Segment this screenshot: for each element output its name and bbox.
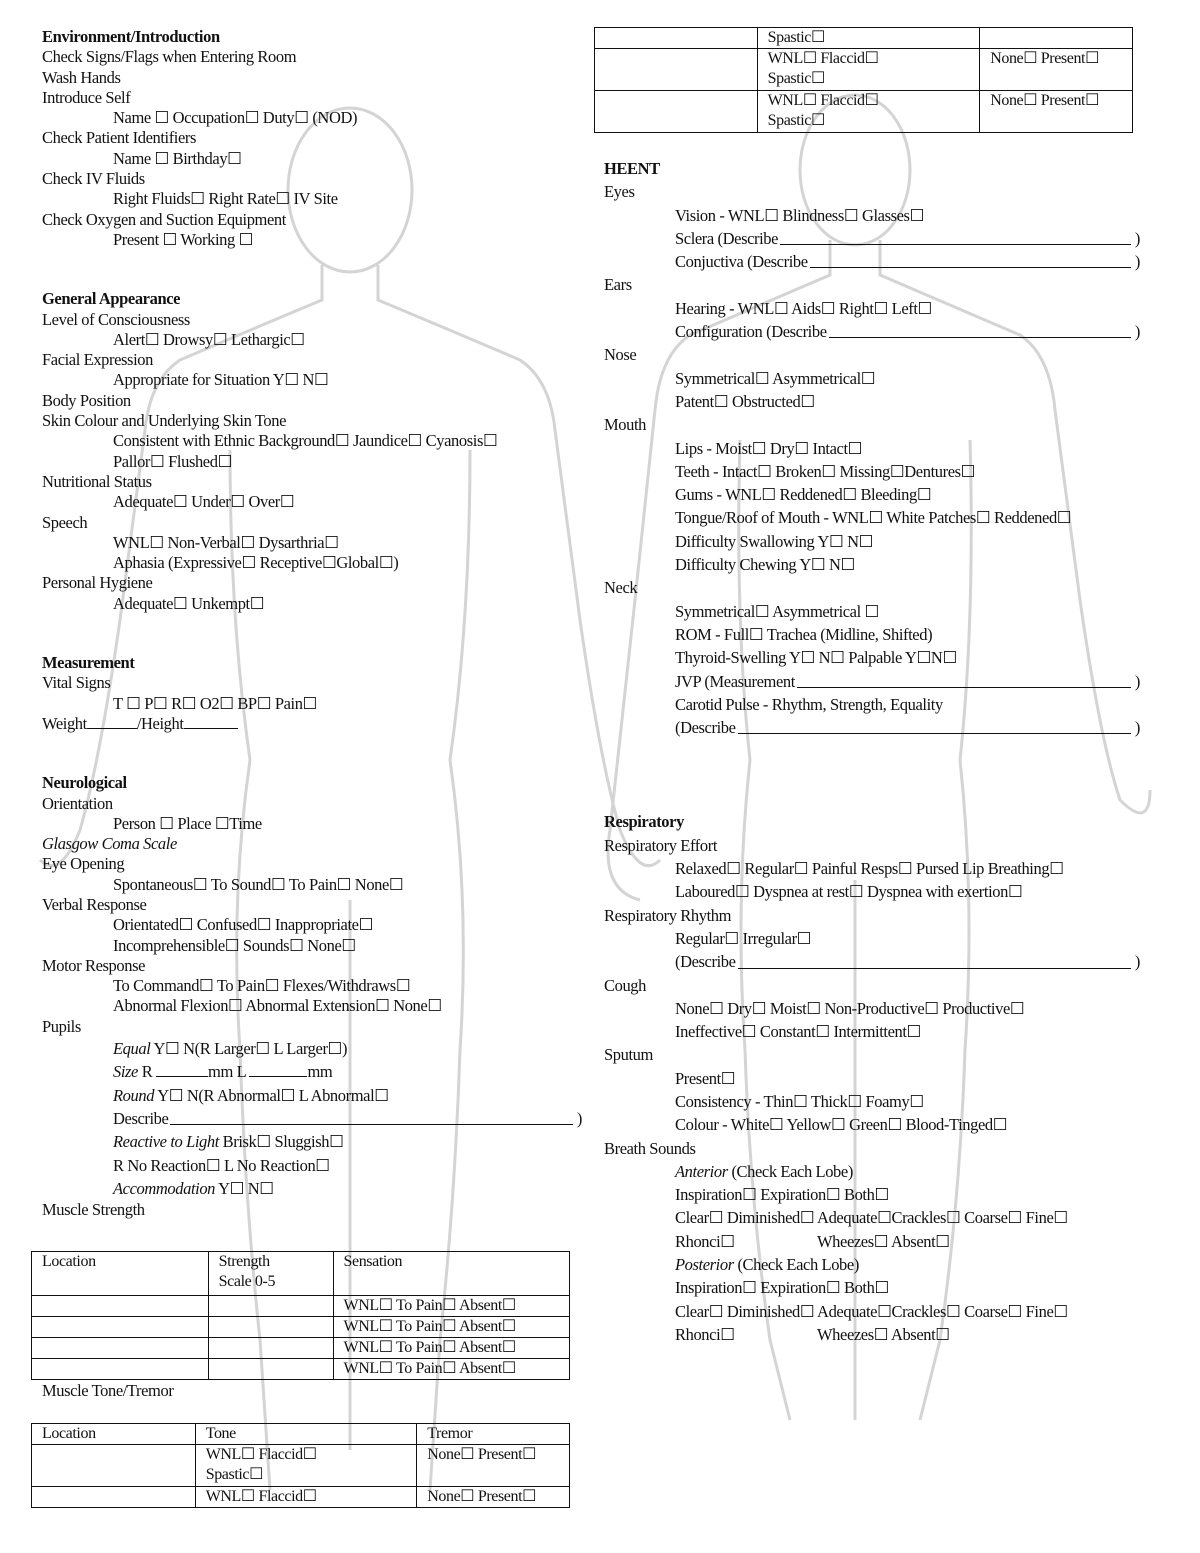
location-cell[interactable] <box>32 1445 196 1487</box>
pupils-label: Pupils <box>42 1016 81 1036</box>
col-strength-l2: Scale 0-5 <box>218 1273 276 1290</box>
env-line: Check Signs/Flags when Entering Room <box>42 47 297 67</box>
tone-options[interactable]: WNL☐ Flaccid☐ <box>767 50 879 67</box>
neurological-heading: Neurological <box>42 773 127 793</box>
conjuctiva-label: Conjuctiva (Describe <box>675 252 808 272</box>
ga-checkbox-line[interactable]: Adequate☐ Under☐ Over☐ <box>113 492 295 512</box>
breath-checkboxes[interactable]: Clear☐ Diminished☐ Adequate☐Crackles☐ Coarse☐ Fine☐ <box>675 1301 1068 1321</box>
table-row <box>32 1487 570 1508</box>
size-r: R <box>137 1062 157 1082</box>
size-label: Size <box>113 1062 138 1082</box>
env-checkbox-line[interactable]: Present ☐ Working ☐ <box>113 229 253 249</box>
sputum-label: Sputum <box>604 1045 653 1065</box>
general-appearance-heading: General Appearance <box>42 289 181 309</box>
describe-close: ) <box>576 1108 582 1128</box>
rhonci-option[interactable]: Rhonci☐ <box>675 1324 735 1344</box>
close-paren: ) <box>1134 671 1140 691</box>
wheezes-options[interactable]: Wheezes☐ Absent☐ <box>817 1324 950 1344</box>
neck-checkboxes[interactable]: ROM - Full☐ Trachea (Midline, Shifted) <box>675 624 933 644</box>
tremor-cell[interactable] <box>980 28 1133 49</box>
vital-signs-label: Vital Signs <box>42 673 111 693</box>
vision-checkboxes[interactable]: Vision - WNL☐ Blindness☐ Glasses☐ <box>675 205 924 225</box>
tone-options[interactable]: WNL☐ Flaccid☐ <box>205 1446 317 1463</box>
tone-cell[interactable] <box>195 1445 417 1487</box>
sclera-field[interactable] <box>780 227 1131 245</box>
ga-line: Level of Consciousness <box>42 309 190 329</box>
ga-checkbox-line[interactable]: Alert☐ Drowsy☐ Lethargic☐ <box>113 329 305 349</box>
sensation-cell[interactable]: WNL☐ To Pain☐ Absent☐ <box>333 1359 570 1380</box>
size-mm-l: mm L <box>208 1062 250 1082</box>
jvp-field[interactable] <box>797 670 1131 688</box>
resp-rhythm-label: Respiratory Rhythm <box>604 905 732 925</box>
mouth-checkboxes[interactable]: Difficulty Chewing Y☐ N☐ <box>675 555 855 575</box>
resp-checkboxes[interactable]: Regular☐ Irregular☐ <box>675 928 812 948</box>
muscle-strength-table <box>31 1251 570 1380</box>
weight-label: Weight <box>42 713 87 733</box>
breath-checkboxes[interactable]: Inspiration☐ Expiration☐ Both☐ <box>675 1278 889 1298</box>
table-row <box>32 1359 570 1380</box>
pupils-noreaction-line[interactable]: R No Reaction☐ L No Reaction☐ <box>113 1155 330 1175</box>
resp-checkboxes[interactable]: Laboured☐ Dyspnea at rest☐ Dyspnea with exertion☐ <box>675 882 1023 902</box>
col-strength-l1: Strength <box>218 1253 270 1270</box>
rhythm-describe-line[interactable] <box>604 950 1140 973</box>
breath-sounds-label: Breath Sounds <box>604 1138 696 1158</box>
rhonci-option[interactable]: Rhonci☐ <box>675 1231 735 1251</box>
neuro-checkbox-line[interactable]: Person ☐ Place ☐Time <box>113 813 262 833</box>
sclera-line[interactable] <box>604 227 1140 250</box>
ga-line: Speech <box>42 512 88 532</box>
muscle-strength-label: Muscle Strength <box>42 1200 145 1220</box>
jvp-line[interactable] <box>604 670 1140 693</box>
close-paren: ) <box>1134 228 1140 248</box>
pupils-equal-line[interactable] <box>42 1037 582 1060</box>
mouth-checkboxes[interactable]: Gums - WNL☐ Reddened☐ Bleeding☐ <box>675 485 932 505</box>
mouth-checkboxes[interactable]: Tongue/Roof of Mouth - WNL☐ White Patches☐ Reddened☐ <box>675 508 1072 528</box>
jvp-label: JVP (Measurement <box>675 671 795 691</box>
env-line: Check IV Fluids <box>42 169 145 189</box>
respiratory-heading: Respiratory <box>604 812 684 832</box>
location-cell[interactable] <box>595 28 758 49</box>
ga-line: Body Position <box>42 390 131 410</box>
breath-checkboxes[interactable]: Inspiration☐ Expiration☐ Both☐ <box>675 1185 889 1205</box>
measurement-heading: Measurement <box>42 653 135 673</box>
env-checkbox-line[interactable]: Right Fluids☐ Right Rate☐ IV Site <box>113 189 338 209</box>
close-paren: ) <box>1134 322 1140 342</box>
col-location: Location <box>32 1424 196 1445</box>
nose-checkboxes[interactable]: Symmetrical☐ Asymmetrical☐ <box>675 368 876 388</box>
close-paren: ) <box>1134 952 1140 972</box>
eyes-label: Eyes <box>604 182 635 202</box>
hearing-checkboxes[interactable]: Hearing - WNL☐ Aids☐ Right☐ Left☐ <box>675 298 932 318</box>
mouth-label: Mouth <box>604 415 647 435</box>
pupils-reactive-line[interactable] <box>42 1130 582 1153</box>
tremor-cell[interactable]: None☐ Present☐ <box>417 1487 570 1508</box>
neuro-checkbox-line[interactable]: Orientated☐ Confused☐ Inappropriate☐ <box>113 915 373 935</box>
configuration-label: Configuration (Describe <box>675 322 827 342</box>
height-field[interactable] <box>184 714 238 729</box>
breath-checkboxes[interactable] <box>604 1323 1140 1346</box>
col-tone: Tone <box>195 1424 417 1445</box>
cough-label: Cough <box>604 975 647 995</box>
env-line: Check Patient Identifiers <box>42 128 197 148</box>
breath-checkboxes[interactable] <box>604 1230 1140 1253</box>
weight-field[interactable] <box>87 714 137 729</box>
tremor-cell[interactable]: None☐ Present☐ <box>417 1445 570 1487</box>
table-header-row <box>32 1252 570 1296</box>
ears-label: Ears <box>604 275 632 295</box>
equal-label: Equal <box>113 1039 151 1059</box>
check-lobe-note: (Check Each Lobe) <box>733 1255 859 1275</box>
tone-cell[interactable]: Spastic☐ <box>757 28 980 49</box>
table-header-row <box>32 1424 570 1445</box>
breath-checkboxes[interactable]: Clear☐ Diminished☐ Adequate☐Crackles☐ Coarse☐ Fine☐ <box>675 1208 1068 1228</box>
env-line: Wash Hands <box>42 67 121 87</box>
close-paren: ) <box>1134 718 1140 738</box>
neuro-line: Verbal Response <box>42 894 147 914</box>
ga-checkbox-line[interactable]: Aphasia (Expressive☐ Receptive☐Global☐) <box>113 553 399 573</box>
cough-checkboxes[interactable]: None☐ Dry☐ Moist☐ Non-Productive☐ Productive☐ <box>675 998 1025 1018</box>
ga-checkbox-line[interactable]: Appropriate for Situation Y☐ N☐ <box>113 370 329 390</box>
neck-checkboxes[interactable]: Symmetrical☐ Asymmetrical ☐ <box>675 601 879 621</box>
check-lobe-note: (Check Each Lobe) <box>727 1161 853 1181</box>
tone-cell[interactable]: WNL☐ Flaccid☐ <box>195 1487 417 1508</box>
neck-checkboxes[interactable]: Thyroid-Swelling Y☐ N☐ Palpable Y☐N☐ <box>675 648 957 668</box>
sensation-cell[interactable]: WNL☐ To Pain☐ Absent☐ <box>333 1338 570 1359</box>
pupils-round-line[interactable] <box>42 1084 582 1107</box>
nose-label: Nose <box>604 345 637 365</box>
heent-heading: HEENT <box>604 159 660 178</box>
spastic-option[interactable]: Spastic☐ <box>205 1466 264 1483</box>
right-column <box>604 157 1140 1346</box>
configuration-line[interactable] <box>604 320 1140 343</box>
posterior-label: Posterior <box>675 1255 734 1275</box>
vital-signs-checkboxes[interactable]: T ☐ P☐ R☐ O2☐ BP☐ Pain☐ <box>113 693 317 713</box>
location-cell[interactable] <box>32 1317 209 1338</box>
location-cell[interactable] <box>32 1296 209 1317</box>
close-paren: ) <box>1134 252 1140 272</box>
neuro-line: Eye Opening <box>42 854 125 874</box>
pupils-describe-line[interactable] <box>42 1107 582 1130</box>
nose-checkboxes[interactable]: Patent☐ Obstructed☐ <box>675 391 815 411</box>
resp-checkboxes[interactable]: Relaxed☐ Regular☐ Painful Resps☐ Pursed Lip Breathing☐ <box>675 859 1064 879</box>
environment-heading: Environment/Introduction <box>42 27 220 46</box>
sensation-cell[interactable]: WNL☐ To Pain☐ Absent☐ <box>333 1296 570 1317</box>
neuro-checkbox-line[interactable]: Spontaneous☐ To Sound☐ To Pain☐ None☐ <box>113 874 404 894</box>
mouth-checkboxes[interactable]: Lips - Moist☐ Dry☐ Intact☐ <box>675 438 863 458</box>
wheezes-options[interactable]: Wheezes☐ Absent☐ <box>817 1231 950 1251</box>
neuro-line: Motor Response <box>42 955 146 975</box>
ga-checkbox-line[interactable]: WNL☐ Non-Verbal☐ Dysarthria☐ <box>113 532 339 552</box>
weight-height-line <box>42 714 582 734</box>
muscle-tone-table-continued <box>594 27 1133 133</box>
env-checkbox-line[interactable]: Name ☐ Occupation☐ Duty☐ (NOD) <box>113 108 358 128</box>
carotid-pulse-line: Carotid Pulse - Rhythm, Strength, Equality <box>675 694 943 714</box>
mouth-checkboxes[interactable]: Teeth - Intact☐ Broken☐ Missing☐Dentures☐ <box>675 461 976 481</box>
muscle-tone-label: Muscle Tone/Tremor <box>42 1381 174 1400</box>
neuro-checkbox-line[interactable]: To Command☐ To Pain☐ Flexes/Withdraws☐ <box>113 976 411 996</box>
carotid-describe-line[interactable] <box>604 716 1140 739</box>
location-cell[interactable] <box>32 1338 209 1359</box>
spastic-option[interactable]: Spastic☐ <box>767 70 825 87</box>
location-cell[interactable] <box>595 49 758 91</box>
strength-cell[interactable] <box>208 1296 333 1317</box>
describe-label: (Describe <box>675 718 736 738</box>
sensation-cell[interactable]: WNL☐ To Pain☐ Absent☐ <box>333 1317 570 1338</box>
ga-line: Skin Colour and Underlying Skin Tone <box>42 411 287 431</box>
round-label: Round <box>113 1085 155 1105</box>
pupils-size-line <box>42 1060 582 1083</box>
neck-label: Neck <box>604 578 638 598</box>
sputum-checkboxes[interactable]: Colour - White☐ Yellow☐ Green☐ Blood-Tinged☐ <box>675 1115 1008 1135</box>
sputum-checkboxes[interactable]: Present☐ <box>675 1068 736 1088</box>
conjuctiva-line[interactable] <box>604 250 1140 273</box>
glasgow-coma-scale-label: Glasgow Coma Scale <box>42 834 177 854</box>
mouth-checkboxes[interactable]: Difficulty Swallowing Y☐ N☐ <box>675 531 873 551</box>
equal-options[interactable]: Y☐ N(R Larger☐ L Larger☐) <box>150 1039 348 1059</box>
carotid-describe-field[interactable] <box>738 716 1131 734</box>
neuro-checkbox-line[interactable]: Incomprehensible☐ Sounds☐ None☐ <box>113 935 356 955</box>
table-row <box>32 1445 570 1487</box>
size-mm: mm <box>307 1062 333 1082</box>
neuro-line: Orientation <box>42 793 113 813</box>
tremor-cell[interactable]: None☐ Present☐ <box>980 49 1133 91</box>
env-checkbox-line[interactable]: Name ☐ Birthday☐ <box>113 148 242 168</box>
strength-cell[interactable] <box>208 1317 333 1338</box>
left-column <box>42 27 582 1220</box>
tone-options[interactable]: WNL☐ Flaccid☐ <box>767 92 879 109</box>
cough-checkboxes[interactable]: Ineffective☐ Constant☐ Intermittent☐ <box>675 1022 921 1042</box>
col-location: Location <box>32 1252 209 1296</box>
size-r-field[interactable] <box>156 1062 208 1077</box>
ga-checkbox-line[interactable]: Consistent with Ethnic Background☐ Jaundice☐ Cyanosis☐ <box>113 431 498 451</box>
ga-line: Facial Expression <box>42 350 153 370</box>
rhythm-describe-field[interactable] <box>738 950 1131 968</box>
tremor-cell[interactable]: None☐ Present☐ <box>980 91 1133 133</box>
sclera-label: Sclera (Describe <box>675 228 779 248</box>
location-cell[interactable] <box>595 91 758 133</box>
col-strength <box>208 1252 333 1296</box>
posterior-line <box>604 1253 1140 1276</box>
height-label: /Height <box>136 713 184 733</box>
table-row <box>595 49 1133 91</box>
table-row <box>595 91 1133 133</box>
ga-checkbox-line[interactable]: Pallor☐ Flushed☐ <box>113 451 232 471</box>
strength-cell[interactable] <box>208 1338 333 1359</box>
configuration-field[interactable] <box>829 320 1131 338</box>
size-l-field[interactable] <box>249 1062 307 1077</box>
table-row <box>32 1338 570 1359</box>
sputum-checkboxes[interactable]: Consistency - Thin☐ Thick☐ Foamy☐ <box>675 1091 924 1111</box>
reactive-options[interactable]: Brisk☐ Sluggish☐ <box>218 1132 344 1152</box>
neuro-checkbox-line[interactable]: Abnormal Flexion☐ Abnormal Extension☐ None☐ <box>113 996 442 1016</box>
accommodation-label: Accommodation <box>113 1178 216 1198</box>
muscle-tone-table <box>31 1423 570 1508</box>
strength-cell[interactable] <box>208 1359 333 1380</box>
describe-label: (Describe <box>675 952 736 972</box>
tone-cell[interactable] <box>757 91 980 133</box>
location-cell[interactable] <box>32 1487 196 1508</box>
anterior-label: Anterior <box>675 1161 728 1181</box>
accommodation-options[interactable]: Y☐ N☐ <box>215 1178 274 1198</box>
table-row <box>32 1317 570 1338</box>
env-line: Introduce Self <box>42 87 131 107</box>
resp-effort-label: Respiratory Effort <box>604 835 718 855</box>
pupils-accommodation-line[interactable] <box>42 1177 582 1200</box>
ga-checkbox-line[interactable]: Adequate☐ Unkempt☐ <box>113 593 265 613</box>
reactive-label: Reactive to Light <box>113 1132 219 1152</box>
col-sensation: Sensation <box>333 1252 570 1296</box>
env-line: Check Oxygen and Suction Equipment <box>42 209 286 229</box>
spastic-option[interactable]: Spastic☐ <box>767 112 825 129</box>
anterior-line <box>604 1160 1140 1183</box>
conjuctiva-field[interactable] <box>810 250 1131 268</box>
round-options[interactable]: Y☐ N(R Abnormal☐ L Abnormal☐ <box>154 1085 389 1105</box>
ga-line: Nutritional Status <box>42 471 152 491</box>
col-tremor: Tremor <box>417 1424 570 1445</box>
location-cell[interactable] <box>32 1359 209 1380</box>
table-row <box>32 1296 570 1317</box>
describe-label: Describe <box>113 1108 169 1128</box>
table-row <box>595 28 1133 49</box>
ga-line: Personal Hygiene <box>42 573 153 593</box>
tone-cell[interactable] <box>757 49 980 91</box>
describe-field[interactable] <box>170 1107 572 1125</box>
